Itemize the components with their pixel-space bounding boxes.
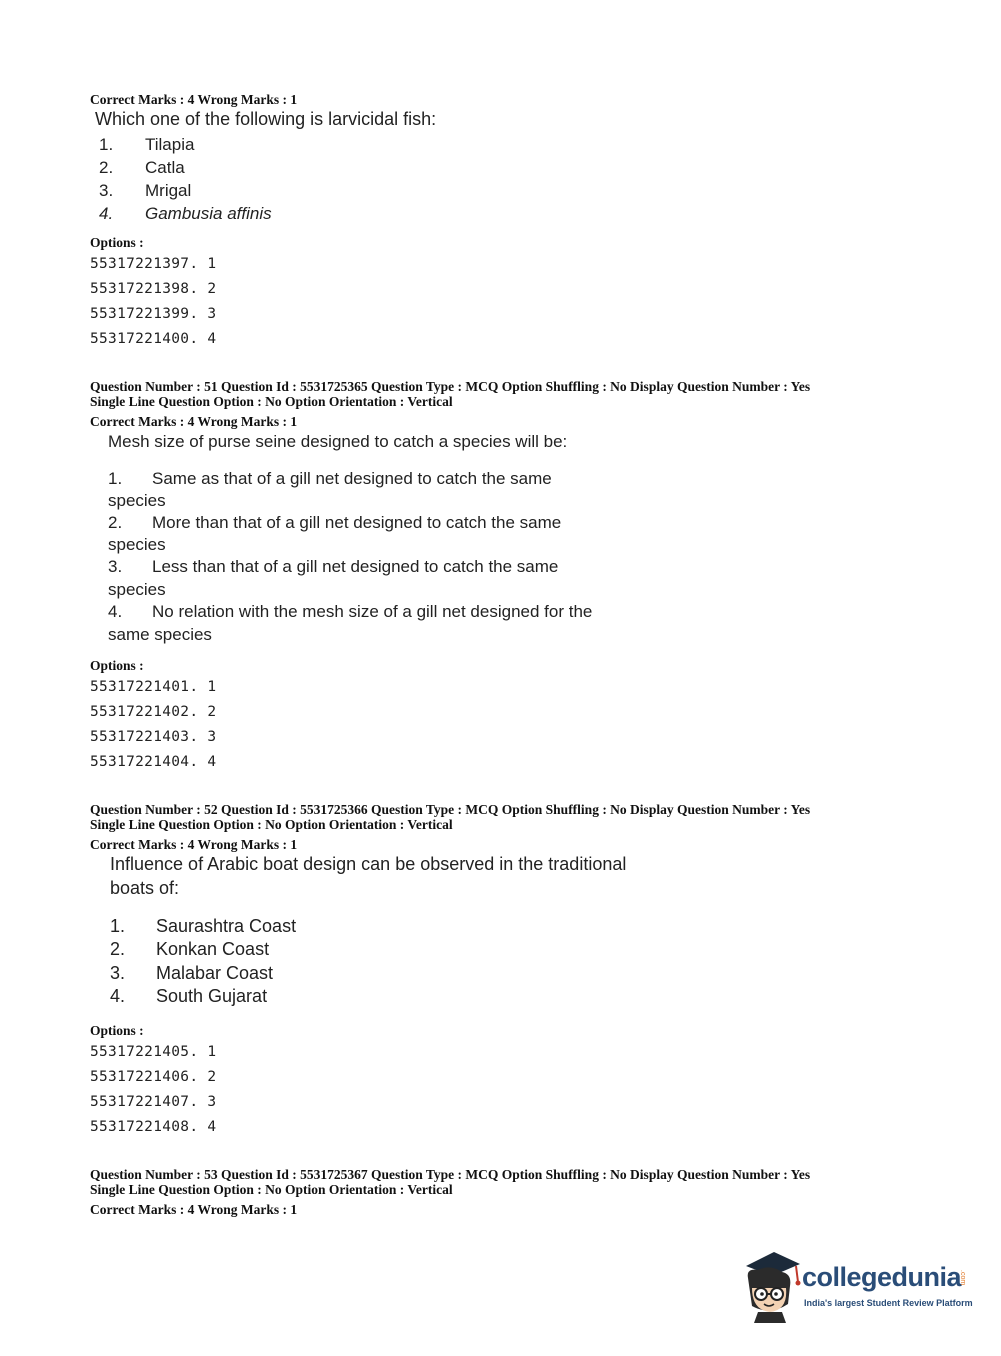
brand-logo [740,1248,973,1323]
q52-stem-line2: boats of: [110,878,180,898]
q51-choice-3: 3. Less than that of a gill net designed to catch the same [108,557,559,576]
q50-stem: Which one of the following is larvicidal fish: [95,109,437,129]
q52-header-line2: Single Line Question Option : No Option Orientation : Vertical [90,817,453,832]
q51-option-4: 55317221404. 4 [90,754,217,770]
q51-options-label: Options : [90,658,144,673]
brand-com: .com [959,1270,966,1286]
q50-options-label: Options : [90,235,144,250]
q50-choice-1: 1. Tilapia [99,135,195,154]
brand-tagline: India's largest Student Review Platform [804,1298,973,1308]
q52-stem: Influence of Arabic boat design can be observed in the traditional [110,854,627,874]
q50-choice-3: 3. Mrigal [99,181,192,200]
q50-choice-2: 2. Catla [99,158,185,177]
q50-marks: Correct Marks : 4 Wrong Marks : 1 [90,92,298,107]
q52-options-label: Options : [90,1023,144,1038]
q53-marks: Correct Marks : 4 Wrong Marks : 1 [90,1202,298,1217]
q51-option-2: 55317221402. 2 [90,704,217,720]
q52-option-2: 55317221406. 2 [90,1069,217,1085]
q52-choice-4: 4. South Gujarat [110,986,268,1006]
q52-option-3: 55317221407. 3 [90,1094,217,1110]
q51-option-1: 55317221401. 1 [90,679,217,695]
q50-option-2: 55317221398. 2 [90,281,217,297]
q51-choice-1: 1. Same as that of a gill net designed to catch the same [108,469,552,488]
q52-choice-3: 3. Malabar Coast [110,963,274,983]
q52-option-1: 55317221405. 1 [90,1044,217,1060]
q51-choice-1-cont: species [108,491,166,510]
mascot-icon [740,1248,802,1323]
brand-name: collegedunia [802,1262,962,1292]
q53-header: Question Number : 53 Question Id : 5531725367 Question Type : MCQ Option Shuffling : No Display Question Number : Yes [90,1167,811,1182]
q51-choice-3-cont: species [108,580,166,599]
q51-header-line2: Single Line Question Option : No Option Orientation : Vertical [90,394,453,409]
q53-header-line2: Single Line Question Option : No Option Orientation : Vertical [90,1182,453,1197]
q50-option-3: 55317221399. 3 [90,306,217,322]
q52-choice-1: 1. Saurashtra Coast [110,916,297,936]
q51-choice-4: 4. No relation with the mesh size of a gill net designed for the [108,602,593,621]
q51-marks: Correct Marks : 4 Wrong Marks : 1 [90,414,298,429]
q50-choice-4: 4. Gambusia affinis [99,204,272,223]
q52-option-4: 55317221408. 4 [90,1119,217,1135]
q51-option-3: 55317221403. 3 [90,729,217,745]
q50-option-1: 55317221397. 1 [90,256,217,272]
q51-choice-4-cont: same species [108,625,212,644]
q52-marks: Correct Marks : 4 Wrong Marks : 1 [90,837,298,852]
q51-header: Question Number : 51 Question Id : 5531725365 Question Type : MCQ Option Shuffling : No Display Question Number : Yes [90,379,811,394]
q52-header: Question Number : 52 Question Id : 5531725366 Question Type : MCQ Option Shuffling : No Display Question Number : Yes [90,802,811,817]
q50-option-4: 55317221400. 4 [90,331,217,347]
q51-stem: Mesh size of purse seine designed to catch a species will be: [108,432,568,451]
q52-choice-2: 2. Konkan Coast [110,939,270,959]
q51-choice-2: 2. More than that of a gill net designed to catch the same [108,513,562,532]
q51-choice-2-cont: species [108,535,166,554]
